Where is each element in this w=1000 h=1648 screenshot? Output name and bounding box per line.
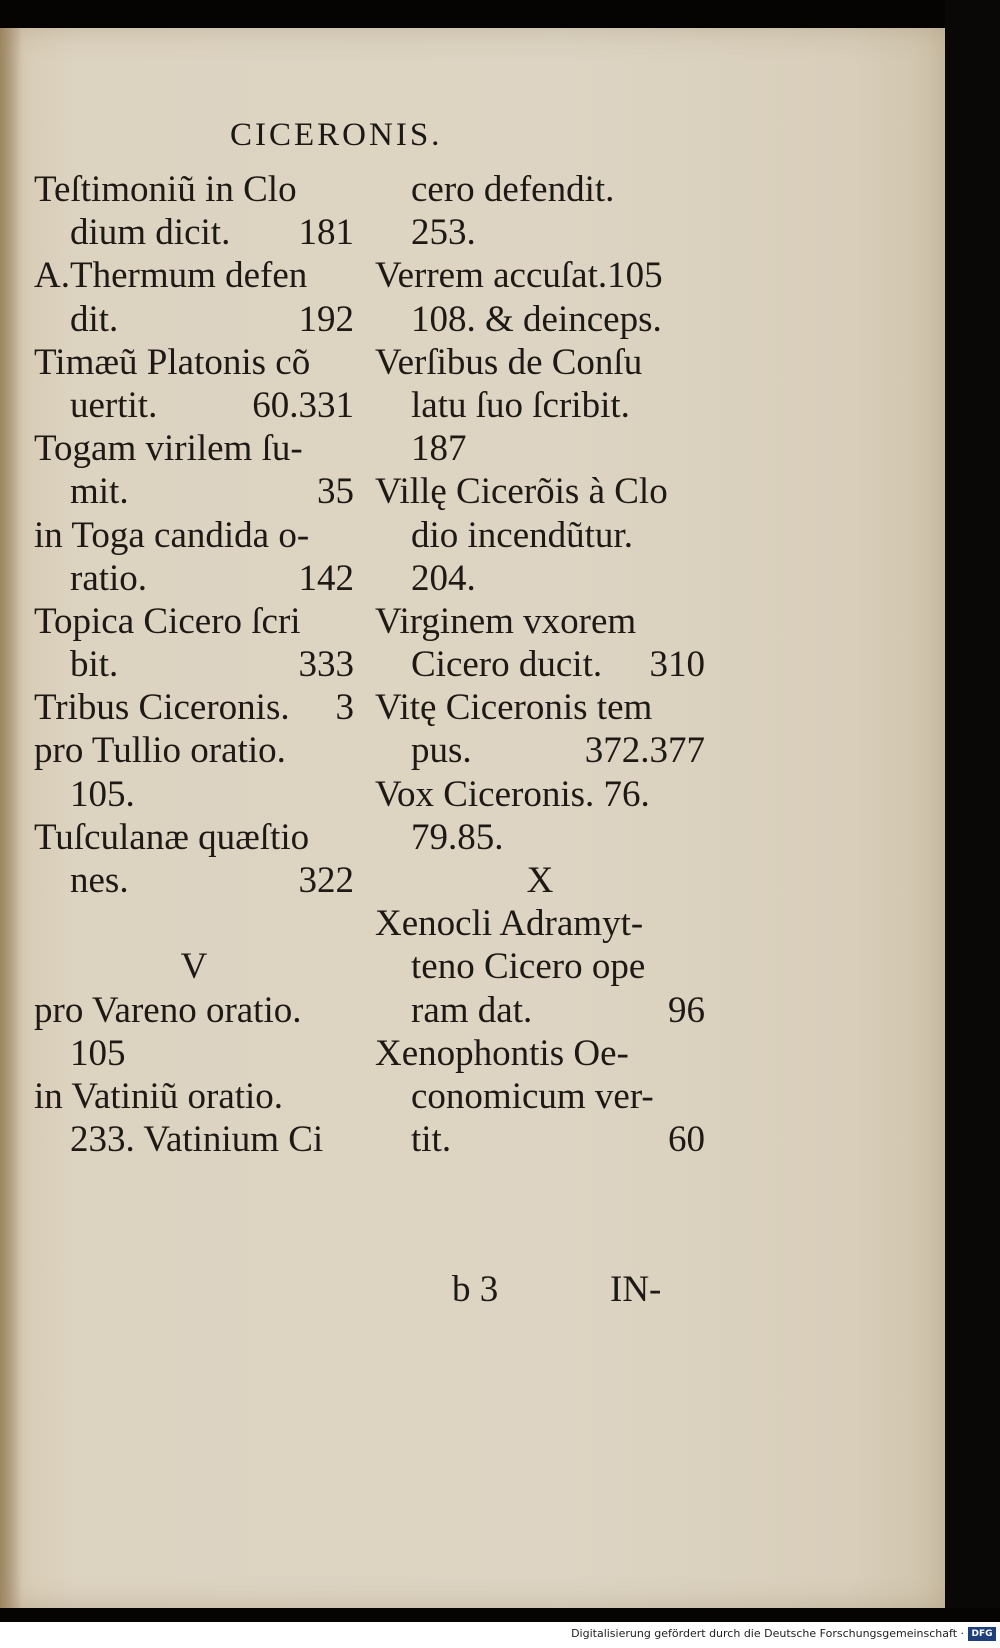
index-line [375, 557, 705, 600]
index-page-number: 142 [298, 557, 354, 599]
index-entry-text: 204. [411, 557, 476, 599]
index-page-number: 60 [668, 1119, 705, 1161]
index-line [34, 945, 354, 988]
index-page-number: 310 [649, 644, 705, 686]
running-head: CICERONIS. [230, 117, 443, 153]
dfg-footer-bar [0, 1622, 1000, 1648]
index-line [375, 470, 705, 513]
index-entry-text: A.Thermum defen [34, 255, 308, 297]
index-line [34, 729, 354, 772]
catchword: IN- [610, 1269, 662, 1310]
index-entry-text: dit. [70, 298, 119, 340]
index-entry-text: tit. [411, 1119, 452, 1161]
index-entry-text: in Toga candida o- [34, 514, 310, 556]
index-entry-text: pro Tullio oratio. [34, 730, 286, 772]
index-entry-text: in Vatiniũ oratio. [34, 1075, 284, 1117]
index-line [375, 341, 705, 384]
index-line [34, 168, 354, 211]
index-entry-text: 253. [411, 212, 476, 254]
index-entry-text: latu ſuo ſcribit. [411, 384, 630, 426]
index-line [375, 1032, 705, 1075]
index-line [34, 384, 354, 427]
index-entry-text: 79.85. [411, 816, 504, 858]
index-entry-text: nes. [70, 860, 129, 901]
book-page [0, 28, 945, 1608]
index-entry-text: pro Vareno oratio. [34, 989, 302, 1031]
dfg-logo: DFG [968, 1627, 996, 1641]
index-line [34, 1032, 354, 1075]
index-line [375, 254, 705, 297]
index-entry-text: ratio. [70, 557, 148, 599]
index-line [375, 773, 705, 816]
index-entry-text: X [526, 860, 554, 901]
index-line [375, 211, 705, 254]
index-entry-text: bit. [70, 644, 119, 686]
index-line [34, 298, 354, 341]
index-page-number: 35 [317, 471, 354, 513]
index-line [375, 859, 705, 902]
index-line [34, 816, 354, 859]
index-entry-text: Togam virilem ſu- [34, 428, 303, 470]
index-line [34, 427, 354, 470]
index-page-number: 322 [298, 860, 354, 901]
index-entry-text: Virginem vxorem [375, 600, 637, 642]
index-entry-text: 105 [70, 1032, 126, 1074]
signature-mark: b 3 [452, 1269, 499, 1310]
index-line [375, 945, 705, 988]
index-entry-text: 105. [70, 773, 135, 815]
index-page-number: 181 [298, 212, 354, 254]
index-page-number: 3 [335, 687, 354, 729]
index-line [375, 1118, 705, 1161]
index-line [34, 643, 354, 686]
index-entry-text: Verſibus de Conſu [375, 341, 643, 383]
index-entry-text: Xenophontis Oe- [375, 1032, 629, 1074]
index-entry-text: cero defendit. [411, 169, 615, 210]
index-entry-text: Teſtimoniũ in Clo [34, 169, 297, 210]
index-page-number: 333 [298, 644, 354, 686]
index-entry-text: dium dicit. [70, 212, 231, 254]
index-entry-text: ram dat. [411, 989, 533, 1031]
index-line [375, 427, 705, 470]
dfg-credit-text: Digitalisierung gefördert durch die Deutsche Forschungsgemeinschaft · [571, 1627, 964, 1640]
index-entry-text: Tribus Ciceronis. [34, 687, 290, 729]
index-entry-text: 108. & deinceps. [411, 298, 662, 340]
index-entry-text: 233. Vatinium Ci [70, 1119, 324, 1161]
index-entry-text: conomicum ver- [411, 1075, 654, 1117]
index-line [34, 211, 354, 254]
index-entry-text: Tuſculanæ quæſtio [34, 816, 310, 858]
index-entry-text: Cicero ducit. [411, 644, 603, 686]
index-page-number: 192 [298, 298, 354, 340]
index-entry-text: dio incendũtur. [411, 514, 633, 556]
index-line [375, 298, 705, 341]
index-line [34, 1118, 354, 1161]
index-line [34, 600, 354, 643]
index-entry-text: mit. [70, 471, 129, 513]
index-line [34, 989, 354, 1032]
index-line [34, 859, 354, 902]
index-entry-text: 187 [411, 428, 467, 470]
index-line [34, 902, 354, 945]
index-entry-text: Vitę Ciceronis tem [375, 687, 653, 729]
index-entry-text: pus. [411, 730, 472, 772]
index-line [34, 557, 354, 600]
index-line [375, 816, 705, 859]
index-entry-text: Vox Ciceronis. 76. [375, 773, 650, 815]
index-page-number: 96 [668, 989, 705, 1031]
index-line [375, 729, 705, 772]
index-line [375, 600, 705, 643]
index-line [34, 514, 354, 557]
index-entry-text: Timæũ Platonis cõ [34, 341, 311, 383]
index-line [375, 1075, 705, 1118]
index-line [375, 384, 705, 427]
index-entry-text: teno Cicero ope [411, 946, 646, 988]
index-line [375, 902, 705, 945]
index-line [34, 470, 354, 513]
scan-background-edge [945, 0, 1000, 1608]
index-line [34, 254, 354, 297]
index-column-left [34, 168, 354, 1161]
index-entry-text: Topica Cicero ſcri [34, 600, 301, 642]
index-entry-text: Xenocli Adramyt- [375, 903, 644, 945]
index-line [375, 643, 705, 686]
index-entry-text: Villę Cicerõis à Clo [375, 471, 668, 513]
index-line [34, 1075, 354, 1118]
index-line [375, 514, 705, 557]
index-page-number: 60.331 [252, 384, 354, 426]
index-line [375, 686, 705, 729]
index-column-right [375, 168, 705, 1161]
index-entry-text: uertit. [70, 384, 158, 426]
index-entry-text: V [180, 946, 208, 988]
index-entry-text: Verrem accuſat.105 [375, 255, 663, 297]
index-page-number: 372.377 [584, 730, 705, 772]
index-line [34, 341, 354, 384]
index-line [375, 989, 705, 1032]
index-line [34, 686, 354, 729]
index-line [34, 773, 354, 816]
index-line [375, 168, 705, 211]
